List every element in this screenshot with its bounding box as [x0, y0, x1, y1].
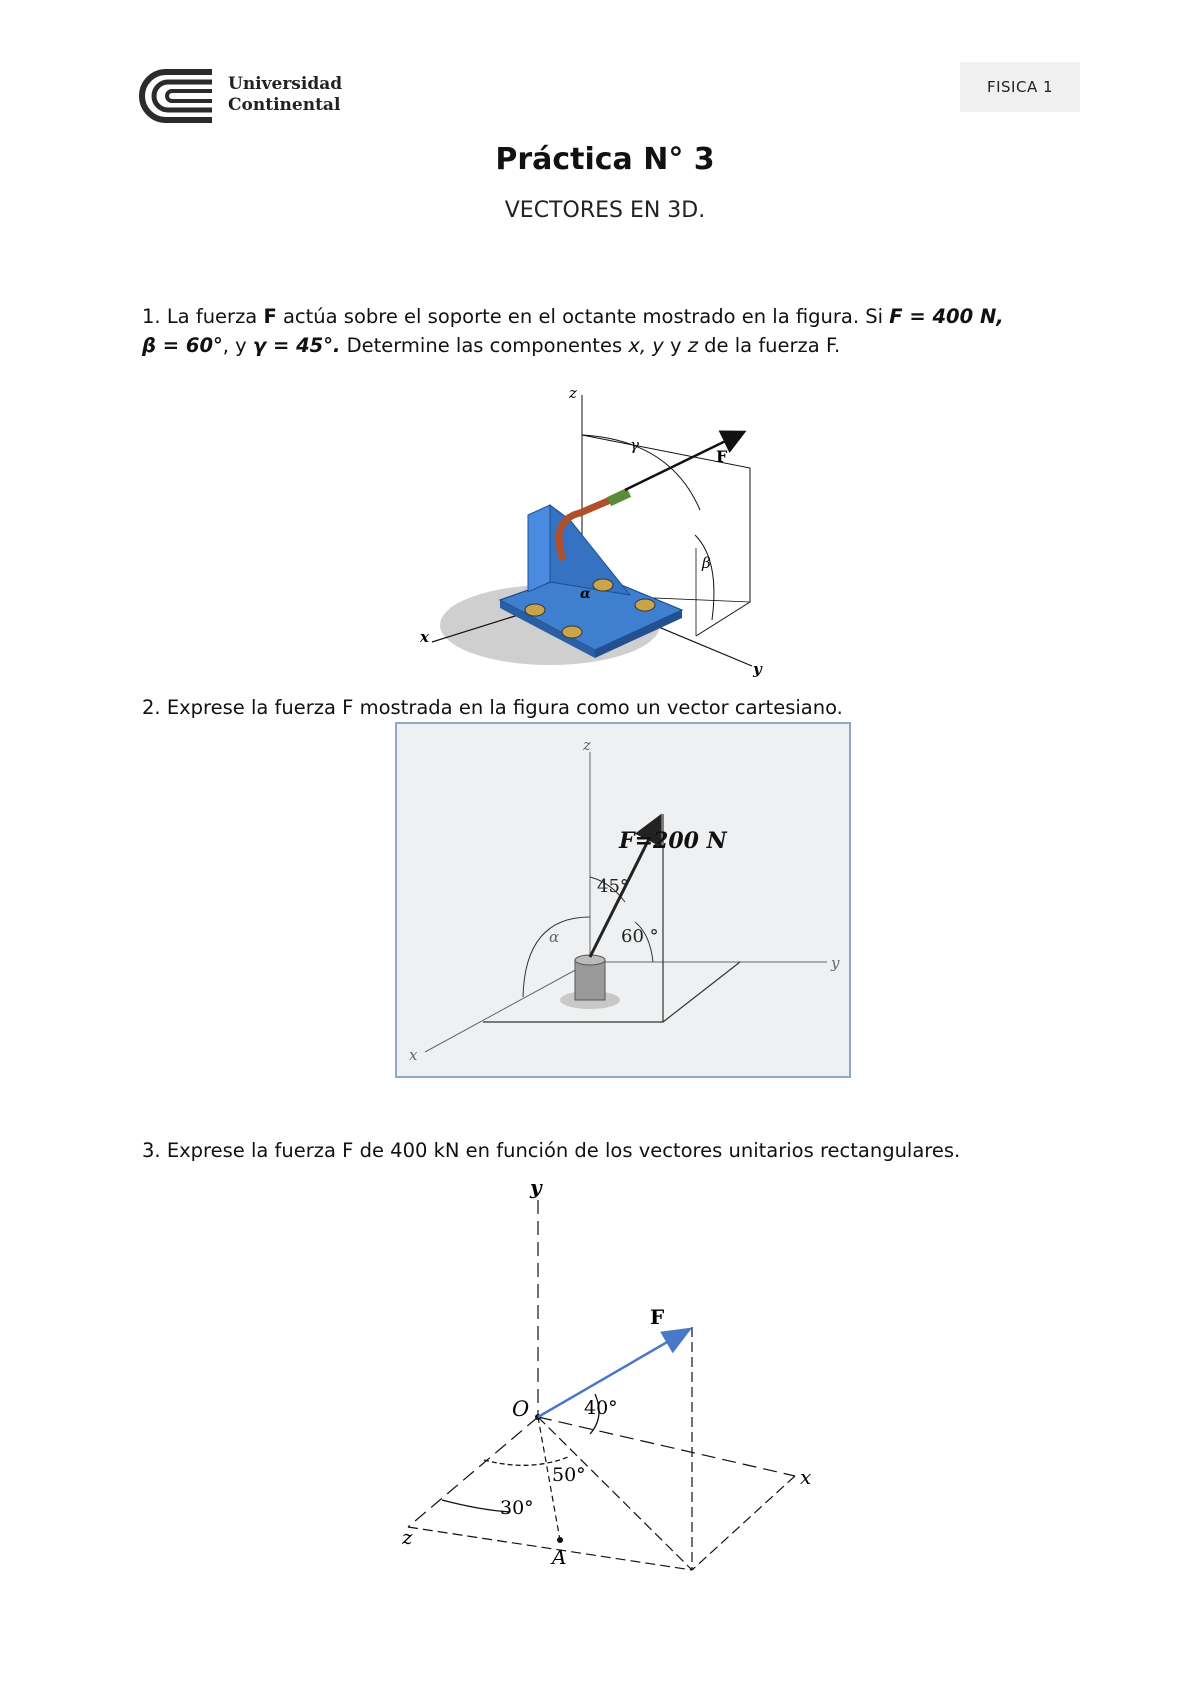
figure-post-force — [395, 722, 851, 1078]
axis-label-y: y — [530, 1175, 542, 1199]
projection-line — [408, 1527, 692, 1570]
cable-fitting — [607, 488, 631, 506]
q1-text: , y — [222, 334, 253, 357]
bolt — [525, 604, 545, 616]
q1-beta-value: β = 60° — [142, 334, 223, 357]
axis-label-x: x — [800, 1465, 812, 1489]
question-number: 1. — [142, 305, 161, 328]
angle-60-label: 60 ° — [621, 926, 659, 947]
angle-50-label: 50° — [552, 1464, 586, 1486]
force-label: F — [716, 447, 728, 466]
q1-text: La fuerza — [166, 305, 264, 328]
axis-label-z: z — [569, 384, 577, 402]
point-a — [557, 1537, 563, 1543]
force-label: F=200 N — [619, 828, 727, 854]
angle-30-label: 30° — [500, 1497, 534, 1519]
post — [575, 960, 605, 1000]
q1-force-value: F = 400 N, — [889, 305, 1004, 328]
question-number: 3. — [142, 1139, 161, 1162]
q1-gamma-value: γ = 45°. — [252, 334, 341, 357]
q3-text: Exprese la fuerza F de 400 kN en función de los vectores unitarios rectangulares. — [166, 1139, 961, 1162]
question-number: 2. — [142, 696, 161, 719]
bolt — [635, 599, 655, 611]
axis-label-z: z — [402, 1525, 413, 1549]
figure-bracket-force — [420, 380, 780, 680]
university-logo — [138, 68, 358, 126]
force-label: F — [650, 1305, 665, 1329]
axis-label-y: y — [831, 954, 840, 972]
logo-line2: Continental — [228, 95, 341, 115]
axis-label-y: y — [753, 660, 762, 678]
q1-axis-z: z — [687, 334, 698, 357]
question-2 — [142, 693, 1082, 722]
axis-label-z: z — [583, 736, 591, 754]
beta-label: β — [702, 554, 711, 572]
logo-line1: Universidad — [228, 74, 343, 94]
figure-1-svg — [420, 380, 780, 680]
angle-45-label: 45° — [597, 876, 629, 897]
logo-text — [228, 74, 342, 116]
origin-label: O — [512, 1397, 530, 1421]
q1-text: Determine las componentes — [340, 334, 629, 357]
gamma-label: γ — [630, 436, 639, 454]
projection-line — [692, 1476, 795, 1570]
bolt — [593, 579, 613, 591]
figure-2-svg — [395, 722, 851, 1078]
q2-text: Exprese la fuerza F mostrada en la figura como un vector cartesiano. — [166, 696, 843, 719]
angle-40-label: 40° — [584, 1397, 618, 1419]
alpha-label: α — [580, 586, 591, 602]
bracket-plate — [528, 505, 550, 592]
q1-axes: x, y — [628, 334, 664, 357]
question-1 — [142, 302, 1082, 360]
alpha-label: α — [549, 928, 560, 946]
q1-text: actúa sobre el soporte en el octante mostrado en la figura. Si — [276, 305, 890, 328]
question-3 — [142, 1136, 1082, 1165]
figure-3-svg — [390, 1172, 830, 1592]
q1-text: de la fuerza F. — [697, 334, 841, 357]
page-title: Práctica N° 3 — [495, 142, 715, 177]
figure-force-angles — [390, 1172, 830, 1592]
q1-force-symbol: F — [263, 305, 277, 328]
page-subtitle: VECTORES EN 3D. — [504, 198, 706, 223]
point-a-label: A — [552, 1545, 567, 1569]
bolt — [562, 626, 582, 638]
course-badge: FISICA 1 — [960, 62, 1080, 112]
axis-label-x: x — [420, 628, 429, 646]
axis-label-x: x — [409, 1046, 418, 1064]
q1-text: y — [663, 334, 688, 357]
logo-mark-icon — [138, 68, 218, 124]
beta-arc — [695, 535, 714, 620]
